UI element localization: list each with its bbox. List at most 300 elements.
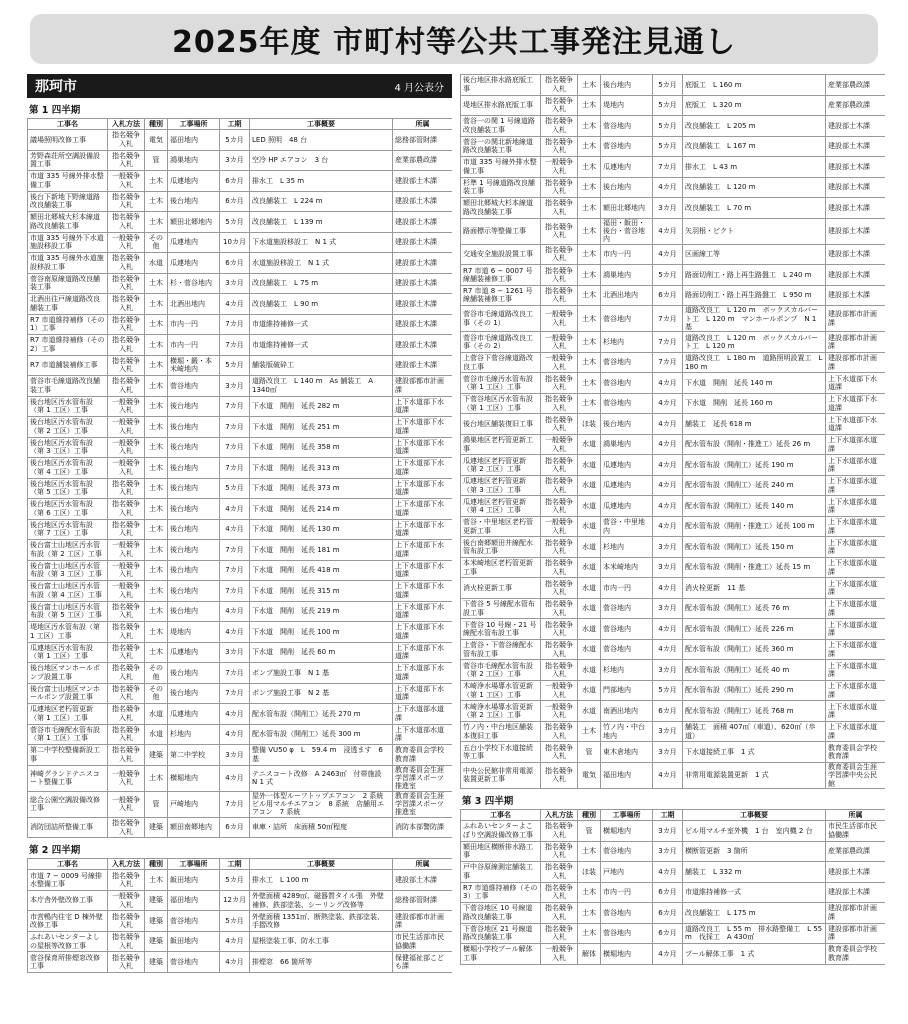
department-cell: 上下水道部下水道課 — [826, 393, 886, 414]
summary-cell: 配水管布設（開削工）延長 290 m — [683, 680, 826, 701]
summary-cell: 改良舗装工 L 139 m — [250, 212, 393, 233]
table-row — [28, 890, 453, 911]
bid-method-cell: 指名競争入札 — [108, 191, 145, 212]
location-cell: 後台地内 — [168, 478, 220, 499]
bid-method-cell: 指名競争入札 — [541, 578, 578, 599]
duration-cell: 5カ月 — [220, 130, 250, 151]
category-cell: 土木 — [145, 560, 168, 581]
category-cell: 水道 — [578, 660, 601, 681]
duration-cell: 7カ月 — [220, 540, 250, 561]
q3-table — [460, 809, 885, 965]
category-cell: 土木 — [578, 95, 601, 116]
department-cell: 上下水道部下水道課 — [393, 622, 453, 643]
table-row — [461, 434, 886, 455]
category-cell: 水道 — [145, 704, 168, 725]
bid-method-cell: 指名競争入札 — [108, 683, 145, 704]
location-cell: 瓜連地内 — [168, 704, 220, 725]
header-department: 所属 — [393, 859, 453, 870]
table-row — [461, 157, 886, 178]
project-name-cell: 上菅谷下菅谷線道路改良工事 — [461, 352, 541, 373]
header-bid-method: 入札方法 — [108, 119, 145, 130]
duration-cell: 3カ月 — [220, 150, 250, 171]
header-project-name: 工事名 — [461, 810, 541, 821]
bid-method-cell: 指名競争入札 — [541, 116, 578, 137]
project-name-cell: 堤地区汚水管布設（第 1 工区）工事 — [28, 622, 108, 643]
duration-cell: 4カ月 — [653, 639, 683, 660]
table-row — [28, 663, 453, 684]
summary-cell: 排水工 L 100 m — [250, 870, 393, 891]
location-cell: 東木倉地内 — [601, 742, 653, 763]
summary-cell: 底版工 L 320 m — [683, 95, 826, 116]
location-cell: 後台地内 — [601, 177, 653, 198]
location-cell: 福田地内 — [168, 130, 220, 151]
category-cell: 水道 — [578, 701, 601, 722]
department-cell: 市民生活部市民協働課 — [826, 821, 886, 842]
bid-method-cell: 一般競争入札 — [541, 944, 578, 965]
department-cell: 上下水道部下水道課 — [393, 437, 453, 458]
project-name-cell: 後台地区汚水管布設（第 5 工区）工事 — [28, 478, 108, 499]
duration-cell: 6カ月 — [653, 882, 683, 903]
department-cell: 上下水道部水道課 — [826, 701, 886, 722]
department-cell: 教育委員会生涯学習課中央公民館 — [826, 762, 886, 788]
bid-method-cell: 指名競争入札 — [541, 882, 578, 903]
bid-method-cell: 指名競争入札 — [541, 639, 578, 660]
summary-cell: 市道維持補修一式 — [683, 882, 826, 903]
project-name-cell: 下菅谷地区 21 号線道路改良舗装工事 — [461, 923, 541, 944]
department-cell: 建設部土木課 — [393, 171, 453, 192]
bid-method-cell: 指名競争入札 — [108, 817, 145, 838]
project-name-cell: 下菅谷 10 号線・21 号線配水管布設工事 — [461, 619, 541, 640]
category-cell: 土木 — [145, 191, 168, 212]
table-row — [461, 75, 886, 96]
bid-method-cell: 一般競争入札 — [108, 791, 145, 817]
location-cell: 杉地内 — [601, 332, 653, 353]
department-cell: 上下水道部下水道課 — [393, 642, 453, 663]
bid-method-cell: 指名競争入札 — [541, 496, 578, 517]
bid-method-cell: 指名競争入札 — [108, 212, 145, 233]
header-location: 工事場所 — [168, 859, 220, 870]
duration-cell: 7カ月 — [220, 437, 250, 458]
category-cell: 土木 — [578, 116, 601, 137]
duration-cell: 5カ月 — [653, 95, 683, 116]
location-cell: 杉地内 — [601, 537, 653, 558]
location-cell: 瓜連地内 — [168, 253, 220, 274]
category-cell: 土木 — [145, 273, 168, 294]
bid-method-cell: 一般競争入札 — [541, 434, 578, 455]
department-cell: 上下水道部下水道課 — [393, 519, 453, 540]
duration-cell: 3カ月 — [653, 821, 683, 842]
category-cell: 建築 — [145, 817, 168, 838]
header-project-name: 工事名 — [28, 119, 108, 130]
table-row — [461, 116, 886, 137]
project-name-cell: ふれあいセンターよこぼり空調設備改修工事 — [461, 821, 541, 842]
department-cell: 上下水道部下水道課 — [393, 560, 453, 581]
category-cell: 水道 — [578, 639, 601, 660]
duration-cell: 4カ月 — [653, 496, 683, 517]
duration-cell: 7カ月 — [220, 581, 250, 602]
category-cell: 土木 — [145, 765, 168, 791]
department-cell: 建設部土木課 — [826, 882, 886, 903]
bid-method-cell: 指名競争入札 — [108, 519, 145, 540]
category-cell: 管 — [145, 150, 168, 171]
department-cell: 上下水道部下水道課 — [393, 601, 453, 622]
table-row — [461, 352, 886, 373]
duration-cell: 5カ月 — [220, 911, 250, 932]
category-cell: 土木 — [578, 218, 601, 244]
left-column — [27, 74, 452, 1020]
table-header-row — [28, 859, 453, 870]
project-name-cell: 北酒出往戸線道路改良舗装工事 — [28, 294, 108, 315]
table-row — [461, 762, 886, 788]
bid-method-cell: 指名競争入札 — [541, 721, 578, 742]
page-title: 2025年度 市町村等公共工事発注見通し — [172, 25, 736, 60]
table-row — [28, 622, 453, 643]
department-cell: 建設部都市計画課 — [826, 332, 886, 353]
summary-cell: 改良舗装工 L 205 m — [683, 116, 826, 137]
project-name-cell: 菅谷市毛線配水管布設（第 1 工区）工事 — [28, 724, 108, 745]
category-cell: 水道 — [145, 724, 168, 745]
project-name-cell: 後台富士山地区汚水管布設（第 3 工区）工事 — [28, 560, 108, 581]
department-cell: 建設部土木課 — [393, 355, 453, 376]
location-cell: 菅谷地内 — [601, 393, 653, 414]
summary-cell: 配水管布設（開削工）延長 240 m — [683, 475, 826, 496]
summary-cell: 車庫・詰所 床面積 50㎡程度 — [250, 817, 393, 838]
duration-cell: 7カ月 — [220, 663, 250, 684]
duration-cell: 6カ月 — [220, 171, 250, 192]
bid-method-cell: 指名競争入札 — [541, 537, 578, 558]
department-cell: 建設部都市計画課 — [393, 376, 453, 397]
department-cell: 建設部土木課 — [826, 157, 886, 178]
table-row — [28, 253, 453, 274]
project-name-cell: R7 市道維持補修（その 1）工事 — [28, 314, 108, 335]
table-row — [28, 499, 453, 520]
duration-cell: 4カ月 — [653, 619, 683, 640]
duration-cell: 5カ月 — [653, 265, 683, 286]
summary-cell: 配水管布設（開削工）延長 76 m — [683, 598, 826, 619]
category-cell: 土木 — [578, 332, 601, 353]
project-name-cell: 戸中谷原線測定舗装工事 — [461, 862, 541, 883]
department-cell: 建設部土木課 — [393, 212, 453, 233]
summary-cell: 下水道 開削 延長 251 m — [250, 417, 393, 438]
project-name-cell: 上菅谷・下菅谷線配水管布設工事 — [461, 639, 541, 660]
bid-method-cell: 指名競争入札 — [108, 499, 145, 520]
department-cell: 建設部土木課 — [393, 232, 453, 253]
summary-cell: 舗装工 延長 618 m — [683, 414, 826, 435]
bid-method-cell: 指名競争入札 — [541, 136, 578, 157]
location-cell: 南酒出地内 — [601, 701, 653, 722]
department-cell: 建設部土木課 — [826, 116, 886, 137]
category-cell: 土木 — [578, 841, 601, 862]
location-cell: 菅谷地内 — [601, 923, 653, 944]
summary-cell: ポンプ施設工事 N 1 基 — [250, 663, 393, 684]
table-row — [461, 598, 886, 619]
table-row — [28, 745, 453, 766]
duration-cell: 5カ月 — [653, 680, 683, 701]
duration-cell: 3カ月 — [653, 598, 683, 619]
category-cell: 土木 — [578, 721, 601, 742]
table-row — [461, 944, 886, 965]
table-row — [28, 417, 453, 438]
duration-cell: 6カ月 — [653, 923, 683, 944]
bid-method-cell: 指名競争入札 — [108, 253, 145, 274]
table-row — [28, 642, 453, 663]
summary-cell: 改良舗装工 L 90 m — [250, 294, 393, 315]
summary-cell: 下水道 開削 延長 219 m — [250, 601, 393, 622]
duration-cell: 4カ月 — [220, 952, 250, 973]
location-cell: 堤地内 — [601, 95, 653, 116]
location-cell: 戸崎地内 — [168, 791, 220, 817]
summary-cell: 路面切削工・路上再生路盤工 L 240 m — [683, 265, 826, 286]
category-cell: 管 — [578, 742, 601, 763]
category-cell: 土木 — [145, 458, 168, 479]
table-row — [28, 478, 453, 499]
category-cell: その他 — [145, 683, 168, 704]
location-cell: 横堀地内 — [601, 821, 653, 842]
location-cell: 瓜連地内 — [168, 642, 220, 663]
category-cell: 水道 — [578, 619, 601, 640]
project-name-cell: 菅谷市毛線道路改良工事（その 2） — [461, 332, 541, 353]
category-cell: 水道 — [578, 578, 601, 599]
table-row — [28, 294, 453, 315]
department-cell: 上下水道部水道課 — [826, 455, 886, 476]
project-name-cell: 後台地区排水路底版工事 — [461, 75, 541, 96]
summary-cell: 市道維持補修一式 — [250, 314, 393, 335]
category-cell: 土木 — [578, 136, 601, 157]
category-cell: 土木 — [578, 157, 601, 178]
bid-method-cell: 一般競争入札 — [541, 680, 578, 701]
project-name-cell: 額田地区横断排水路工事 — [461, 841, 541, 862]
bid-method-cell: 指名競争入札 — [108, 663, 145, 684]
bid-method-cell: 一般競争入札 — [108, 437, 145, 458]
duration-cell: 7カ月 — [220, 417, 250, 438]
project-name-cell: 木崎浄水場導水管更新（第 2 工区）工事 — [461, 701, 541, 722]
header-category: 種別 — [145, 119, 168, 130]
table-row — [28, 171, 453, 192]
location-cell: 後台地内 — [168, 437, 220, 458]
department-cell: 教育委員会学校教育課 — [393, 745, 453, 766]
city-name: 那珂市 — [35, 79, 77, 95]
department-cell: 建設部土木課 — [826, 285, 886, 306]
header-category: 種別 — [578, 810, 601, 821]
category-cell: 土木 — [145, 417, 168, 438]
publication-note: 4 月公表分 — [394, 82, 444, 94]
table-row — [461, 821, 886, 842]
duration-cell: 12カ月 — [220, 890, 250, 911]
department-cell: 建設部土木課 — [826, 136, 886, 157]
project-name-cell: 消火栓更新工事 — [461, 578, 541, 599]
summary-cell: 舗装工 L 332 m — [683, 862, 826, 883]
category-cell: 建築 — [145, 931, 168, 952]
category-cell: 水道 — [578, 455, 601, 476]
header-project-name: 工事名 — [28, 859, 108, 870]
duration-cell: 6カ月 — [220, 191, 250, 212]
summary-cell: プール解体工事 1 式 — [683, 944, 826, 965]
duration-cell: 5カ月 — [220, 355, 250, 376]
project-name-cell: 菅谷保育所排煙窓改修工事 — [28, 952, 108, 973]
location-cell: 瓜連地内 — [168, 171, 220, 192]
bid-method-cell: 指名競争入札 — [108, 355, 145, 376]
summary-cell: 屋外一体型ルーフトップエアコン 2 系統 ビル用マルチエアコン 8 系統 店舗用エアコン 7 系統 — [250, 791, 393, 817]
summary-cell: 外壁面積 1351㎡、断熱塗装、鉄部塗装、手摺改修 — [250, 911, 393, 932]
summary-cell: 改良舗装工 L 75 m — [250, 273, 393, 294]
bid-method-cell: 指名競争入札 — [108, 314, 145, 335]
department-cell: 建設部土木課 — [393, 273, 453, 294]
department-cell: 上下水道部下水道課 — [393, 581, 453, 602]
header-location: 工事場所 — [601, 810, 653, 821]
project-name-cell: 後台下新地下野線道路改良舗装工事 — [28, 191, 108, 212]
department-cell: 上下水道部下水道課 — [393, 683, 453, 704]
table-row — [28, 335, 453, 356]
department-cell: 建設部都市計画課 — [826, 306, 886, 332]
table-row — [461, 198, 886, 219]
table-row — [461, 496, 886, 517]
table-header-row — [28, 119, 453, 130]
table-row — [461, 332, 886, 353]
table-row — [28, 581, 453, 602]
department-cell: 上下水道部下水道課 — [393, 499, 453, 520]
project-name-cell: 市道 7 − 0009 号線排水整備工事 — [28, 870, 108, 891]
category-cell: 土木 — [145, 540, 168, 561]
location-cell: 菅谷地内 — [168, 376, 220, 397]
bid-method-cell: 一般競争入札 — [108, 890, 145, 911]
bid-method-cell: 指名競争入札 — [541, 95, 578, 116]
summary-cell: 下水道接続工事 1 式 — [683, 742, 826, 763]
project-name-cell: 瓜連地区老朽管更新（第 3 工区）工事 — [461, 475, 541, 496]
location-cell: 堤地内 — [168, 622, 220, 643]
bid-method-cell: 指名競争入札 — [541, 923, 578, 944]
summary-cell: 配水管布設（開削工）延長 360 m — [683, 639, 826, 660]
project-name-cell: R7 市道維持補修（その 2）工事 — [28, 335, 108, 356]
q2-table-body — [28, 870, 453, 973]
project-name-cell: 菅谷市毛線道路改良工事（その 1） — [461, 306, 541, 332]
bid-method-cell: 指名競争入札 — [108, 273, 145, 294]
duration-cell: 4カ月 — [653, 414, 683, 435]
table-row — [28, 437, 453, 458]
bid-method-cell: 指名競争入札 — [541, 265, 578, 286]
department-cell: 上下水道部水道課 — [826, 557, 886, 578]
location-cell: 後台地内 — [601, 414, 653, 435]
project-name-cell: 鴻巣地区老朽管更新工事 — [461, 434, 541, 455]
project-name-cell: 菅谷市毛線汚水管布設（第 1 工区）工事 — [461, 373, 541, 394]
q3-table-body — [461, 821, 886, 965]
project-name-cell: 木崎浄水場導水管更新（第 1 工区）工事 — [461, 680, 541, 701]
summary-cell: 配水管布設（開削工）延長 300 m — [250, 724, 393, 745]
location-cell: 菅谷・中里地内 — [601, 516, 653, 537]
project-name-cell: 後台地区汚水管布設（第 2 工区）工事 — [28, 417, 108, 438]
table-row — [461, 136, 886, 157]
bid-method-cell: 一般競争入札 — [541, 157, 578, 178]
location-cell: 市内一円 — [168, 314, 220, 335]
location-cell: 杉地内 — [601, 660, 653, 681]
location-cell: 額田北郷地内 — [601, 198, 653, 219]
category-cell: 土木 — [578, 393, 601, 414]
project-name-cell: 路面標示等整備工事 — [461, 218, 541, 244]
bid-method-cell: 指名競争入札 — [108, 931, 145, 952]
project-name-cell: 後台地区舗装復旧工事 — [461, 414, 541, 435]
summary-cell: 下水道 開削 延長 160 m — [683, 393, 826, 414]
project-name-cell: R7 市道 8 − 1261 号線舗装補修工事 — [461, 285, 541, 306]
duration-cell: 3カ月 — [653, 660, 683, 681]
bid-method-cell: 指名競争入札 — [541, 218, 578, 244]
duration-cell: 3カ月 — [220, 376, 250, 397]
project-name-cell: 議場照明改修工事 — [28, 130, 108, 151]
summary-cell: 下水道施設移設工 N 1 式 — [250, 232, 393, 253]
category-cell: 土木 — [145, 622, 168, 643]
department-cell: 建設部都市計画課 — [393, 911, 453, 932]
location-cell: 後台地内 — [168, 458, 220, 479]
category-cell: 管 — [578, 821, 601, 842]
duration-cell: 4カ月 — [653, 516, 683, 537]
department-cell: 総務部管財課 — [393, 130, 453, 151]
category-cell: 水道 — [578, 680, 601, 701]
category-cell: 水道 — [578, 496, 601, 517]
duration-cell: 3カ月 — [653, 198, 683, 219]
project-name-cell: 後台富士山地区マンホールポンプ設置工事 — [28, 683, 108, 704]
summary-cell: 排煙窓 66 箇所等 — [250, 952, 393, 973]
category-cell: 土木 — [145, 437, 168, 458]
category-cell: 水道 — [578, 475, 601, 496]
department-cell: 建設部土木課 — [826, 862, 886, 883]
bid-method-cell: 指名競争入札 — [108, 130, 145, 151]
project-name-cell: R7 市道舗装補修工事 — [28, 355, 108, 376]
category-cell: 土木 — [145, 355, 168, 376]
table-row — [28, 952, 453, 973]
summary-cell: 配水管布設（開削・推進工）延長 15 m — [683, 557, 826, 578]
summary-cell: 下水道 開削 延長 373 m — [250, 478, 393, 499]
table-row — [461, 862, 886, 883]
department-cell: 産業部農政課 — [826, 841, 886, 862]
duration-cell: 5カ月 — [653, 116, 683, 137]
category-cell: 土木 — [145, 314, 168, 335]
bid-method-cell: 指名競争入札 — [108, 642, 145, 663]
project-name-cell: 第二中学校整備新設工事 — [28, 745, 108, 766]
department-cell: 上下水道部水道課 — [826, 660, 886, 681]
duration-cell: 3カ月 — [220, 642, 250, 663]
summary-cell: 下水道 開削 延長 358 m — [250, 437, 393, 458]
location-cell: 後台地内 — [601, 75, 653, 96]
summary-cell: 下水道 開削 延長 282 m — [250, 396, 393, 417]
summary-cell: 配水管布設（開削工）延長 270 m — [250, 704, 393, 725]
bid-method-cell: 指名競争入札 — [108, 622, 145, 643]
table-row — [461, 639, 886, 660]
location-cell: 菅谷地内 — [601, 373, 653, 394]
department-cell: 教育委員会生涯学習課スポーツ推進室 — [393, 791, 453, 817]
location-cell: 後台地内 — [168, 663, 220, 684]
project-name-cell: R7 市道 6 − 0007 号線舗装補修工事 — [461, 265, 541, 286]
category-cell: 建築 — [145, 911, 168, 932]
department-cell: 建設部土木課 — [393, 294, 453, 315]
table-row — [461, 455, 886, 476]
bid-method-cell: 指名競争入札 — [541, 903, 578, 924]
table-row — [461, 660, 886, 681]
category-cell: 土木 — [578, 265, 601, 286]
department-cell: 上下水道部水道課 — [826, 578, 886, 599]
duration-cell: 4カ月 — [220, 704, 250, 725]
header-bid-method: 入札方法 — [108, 859, 145, 870]
category-cell: 電気 — [145, 130, 168, 151]
location-cell: 杉地内 — [168, 724, 220, 745]
location-cell: 市内一円 — [601, 578, 653, 599]
summary-cell: 配水管布設（開削・推進工）延長 26 m — [683, 434, 826, 455]
bid-method-cell: 指名競争入札 — [541, 414, 578, 435]
category-cell: 電気 — [578, 762, 601, 788]
project-name-cell: 中央公民館非常用電源装置更新工事 — [461, 762, 541, 788]
duration-cell: 10カ月 — [220, 232, 250, 253]
location-cell: 第二中学校 — [168, 745, 220, 766]
project-name-cell: 下菅谷地区汚水管布設（第 1 工区）工事 — [461, 393, 541, 414]
category-cell: ほ装 — [578, 862, 601, 883]
location-cell: 門部地内 — [601, 680, 653, 701]
